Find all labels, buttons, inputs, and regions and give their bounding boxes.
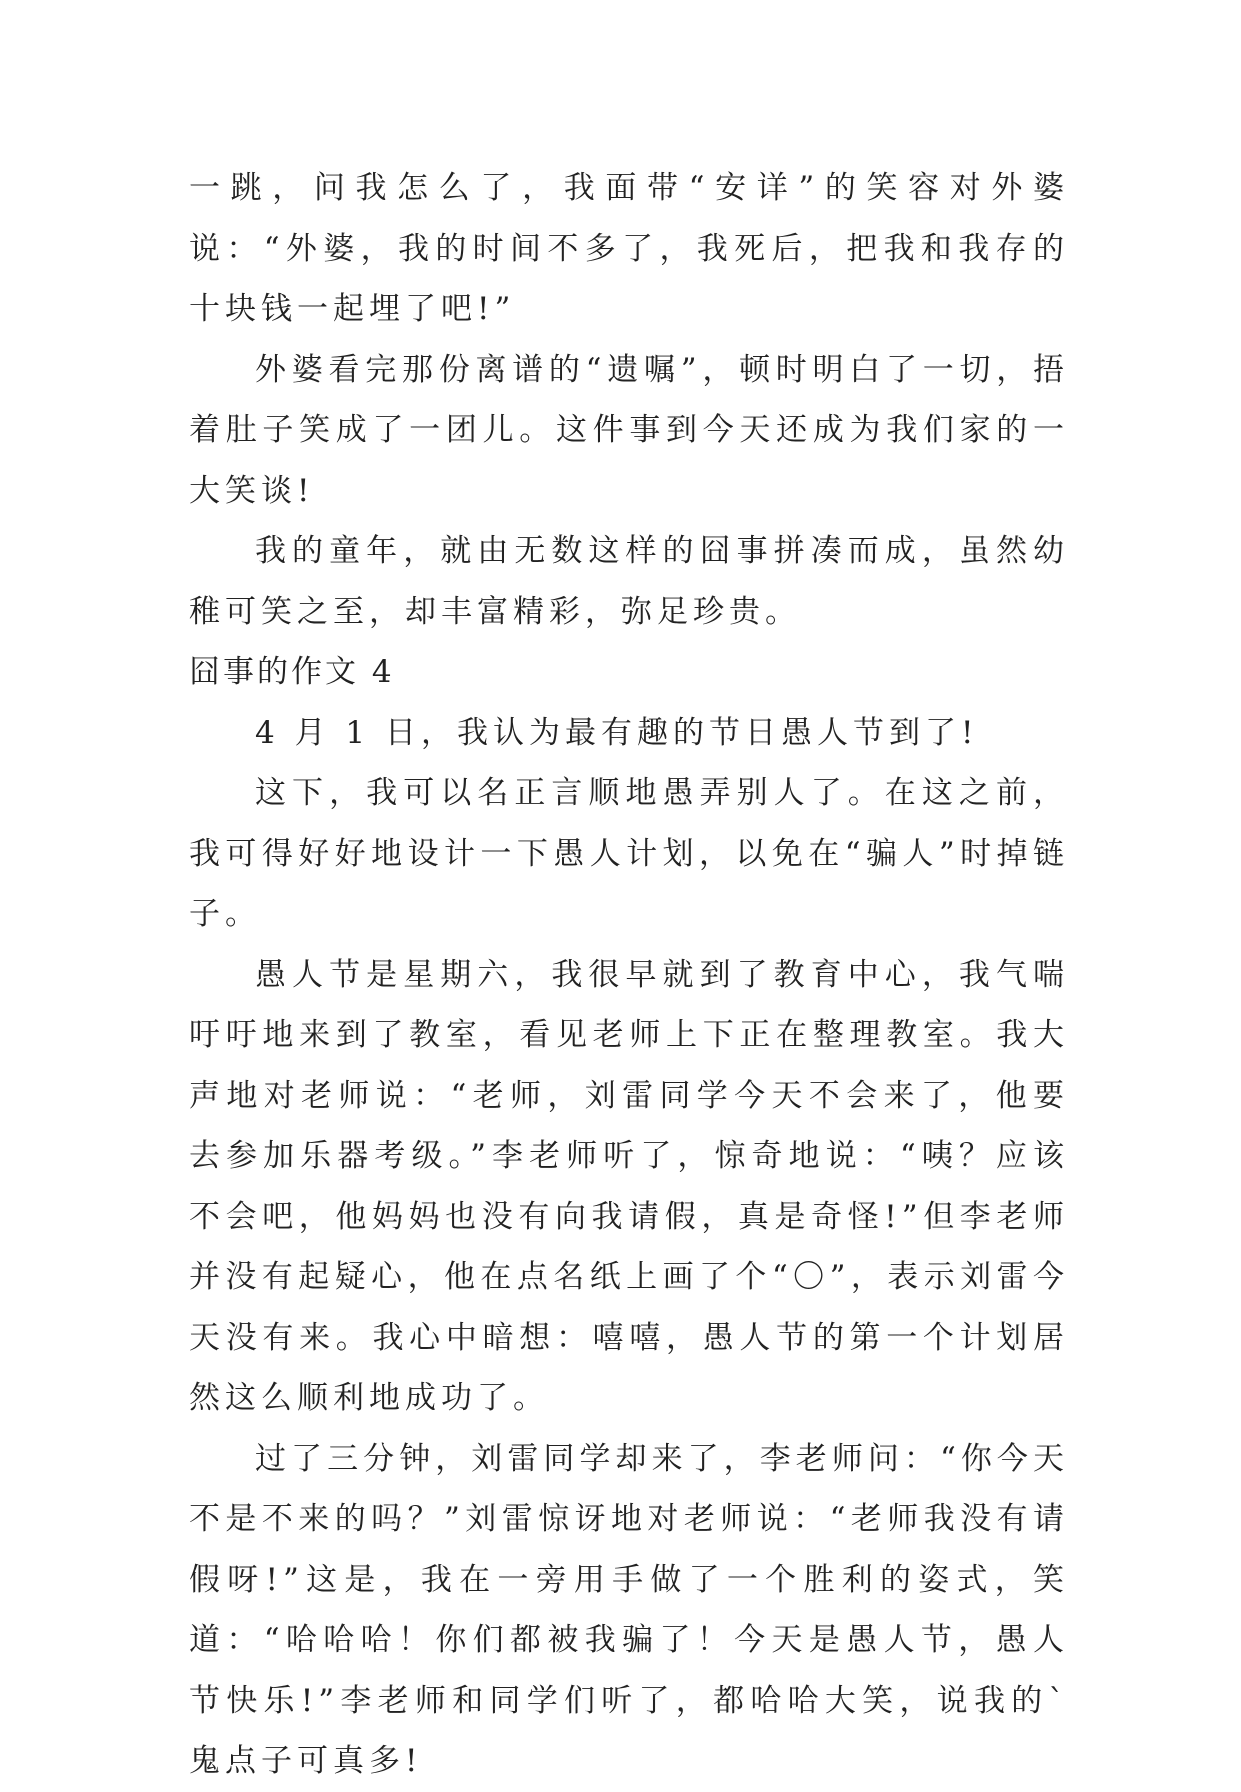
paragraph-4: 4 月 1 日，我认为最有趣的节日愚人节到了! bbox=[255, 714, 979, 751]
paragraph-6: 愚人节是星期六，我很早就到了教育中心，我气喘吁吁地来到了教室，看见老师上下正在整理教室。我大声地对老师说：“老师，刘雷同学今天不会来了，他要去参加乐器考级。”李老师听了，惊奇地说：“咦？应该不会吧，他妈妈也没有向我请假，真是奇怪!”但李老师并没有起疑心，他在点名纸上画了个“〇”，表示刘雷今天没有来。我心中暗想：嘻嘻，愚人节的第一个计划居然这么顺利地成功了。 bbox=[189, 956, 1069, 1416]
paragraph-1: 一跳，问我怎么了，我面带“安详”的笑容对外婆说：“外婆，我的时间不多了，我死后，把我和我存的十块钱一起埋了吧!” bbox=[189, 170, 1069, 327]
section-heading: 囧事的作文 4 bbox=[189, 654, 395, 690]
paragraph-3: 我的童年，就由无数这样的囧事拼凑而成，虽然幼稚可笑之至，却丰富精彩，弥足珍贵。 bbox=[189, 533, 1069, 630]
paragraph-5: 这下，我可以名正言顺地愚弄别人了。在这之前，我可得好好地设计一下愚人计划，以免在“骗人”时掉链子。 bbox=[189, 775, 1069, 932]
paragraph-7: 过了三分钟，刘雷同学却来了，李老师问：“你今天不是不来的吗？”刘雷惊讶地对老师说：“老师我没有请假呀!”这是，我在一旁用手做了一个胜利的姿式，笑道：“哈哈哈！你们都被我骗了！今天是愚人节，愚人节快乐!”李老师和同学们听了，都哈哈大笑，说我的`鬼点子可真多! bbox=[189, 1440, 1069, 1779]
paragraph-2: 外婆看完那份离谱的“遗嘱”，顿时明白了一切，捂着肚子笑成了一团儿。这件事到今天还成为我们家的一大笑谈! bbox=[189, 351, 1069, 509]
document-body bbox=[189, 158, 1069, 1792]
